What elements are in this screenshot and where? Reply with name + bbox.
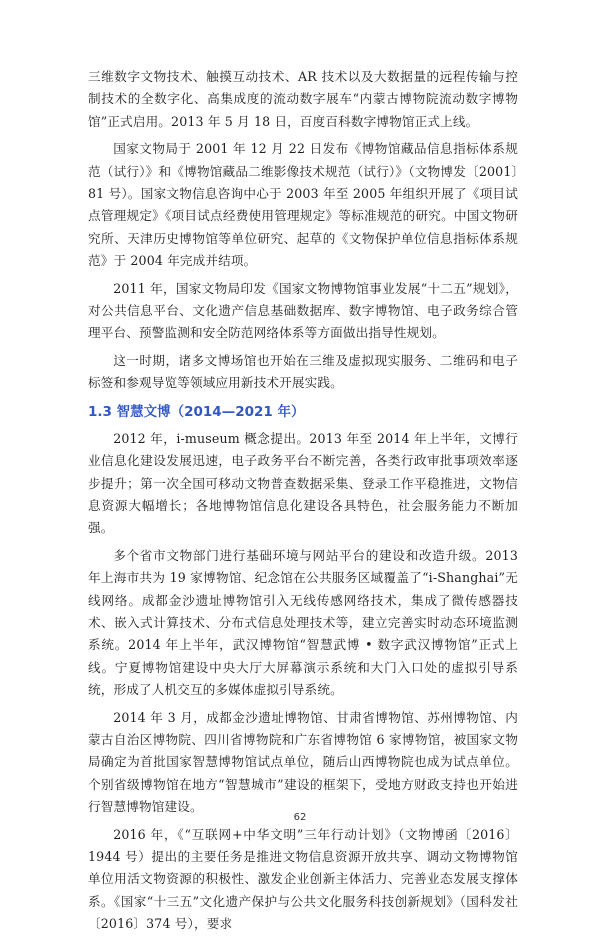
paragraph-i-museum: 2012 年，i-museum 概念提出。2013 年至 2014 年上半年，文博行业信息化建设发展迅速，电子政务平台不断完善，各类行政审批事项效率逐步提升；第一次全国可移动文物普查数据采集、登录工作平稳推进，文物信息资源大幅增长；各地博物馆信息化建设各具特色，社会服务能力不断加强。	[88, 430, 518, 536]
paragraph-internet-plus-plan: 2016 年，《“互联网+中华文明”三年行动计划》（文物博函〔2016〕1944 号）提出的主要任务是推进文物信息资源开放共享、调动文物博物馆单位用活文物资源的积极性、激发企业创新主体活力、完善业态发展支撑体系。《国家“十三五”文化遗产保护与公共文化服务科技创新规划》（国科发社〔2016〕374 号），要求	[88, 826, 518, 932]
paragraph-twelfth-five-year-plan: 2011 年，国家文物局印发《国家文物博物馆事业发展“十二五”规划》，对公共信息平台、文化遗产信息基础数据库、数字博物馆、电子政务综合管理平台、预警监测和安全防范网络体系等方面做出指导性规划。	[88, 280, 518, 341]
paragraph-smart-museum-pilots: 2014 年 3 月，成都金沙遗址博物馆、甘肃省博物馆、苏州博物馆、内蒙古自治区博物院、四川省博物院和广东省博物馆 6 家博物馆，被国家文物局确定为首批国家智慧博物馆试点单位，随后山西博物院也成为试点单位。个别省级博物馆在地方“智慧城市”建设的框架下，受地方财政支持也开始进行智慧博物馆建设。	[88, 709, 518, 815]
section-heading: 1.3 智慧文博（2014—2021 年）	[88, 403, 305, 420]
page-number: 62	[293, 812, 307, 823]
paragraph-digital-exhibition: 三维数字文物技术、触摸互动技术、AR 技术以及大数据量的远程传输与控制技术的全数字化、高集成度的流动数字展车“内蒙古博物院流动数字博物馆”正式启用。2013 年 5 月 18 日，百度百科数字博物馆正式上线。	[88, 69, 518, 129]
paragraph-venue-practices: 这一时期，诸多文博场馆也开始在三维及虚拟现实服务、二维码和电子标签和参观导览等领域应用新技术开展实践。	[88, 352, 518, 391]
page-body	[88, 66, 518, 941]
paragraph-standards-2001: 国家文物局于 2001 年 12 月 22 日发布《博物馆藏品信息指标体系规范（试行）》和《博物馆藏品二维影像技术规范（试行）》（文物博发〔2001〕81 号）。国家文物信息咨询中心于 2003 年至 2005 年组织开展了《项目试点管理规定》《项目试点经费使用管理规定》等标准规范的研究。中国文物研究所、天津历史博物馆等单位研究、起草的《文物保护单位信息指标体系规范》于 2004 年完成并结项。	[88, 141, 518, 269]
paragraph-provincial-upgrades: 多个省市文物部门进行基础环境与网站平台的建设和改造升级。2013 年上海市共为 19 家博物馆、纪念馆在公共服务区域覆盖了“i-Shanghai”无线网络。成都金沙遗址博物馆引入无线传感网络技术，集成了微传感器技术、嵌入式计算技术、分布式信息处理技术等，建立完善实时动态环境监测系统。2014 年上半年，武汉博物馆“智慧武博 • 数字武汉博物馆”正式上线。宁夏博物馆建设中央大厅大屏幕演示系统和大门入口处的虚拟引导系统，形成了人机交互的多媒体虚拟引导系统。	[88, 547, 518, 698]
